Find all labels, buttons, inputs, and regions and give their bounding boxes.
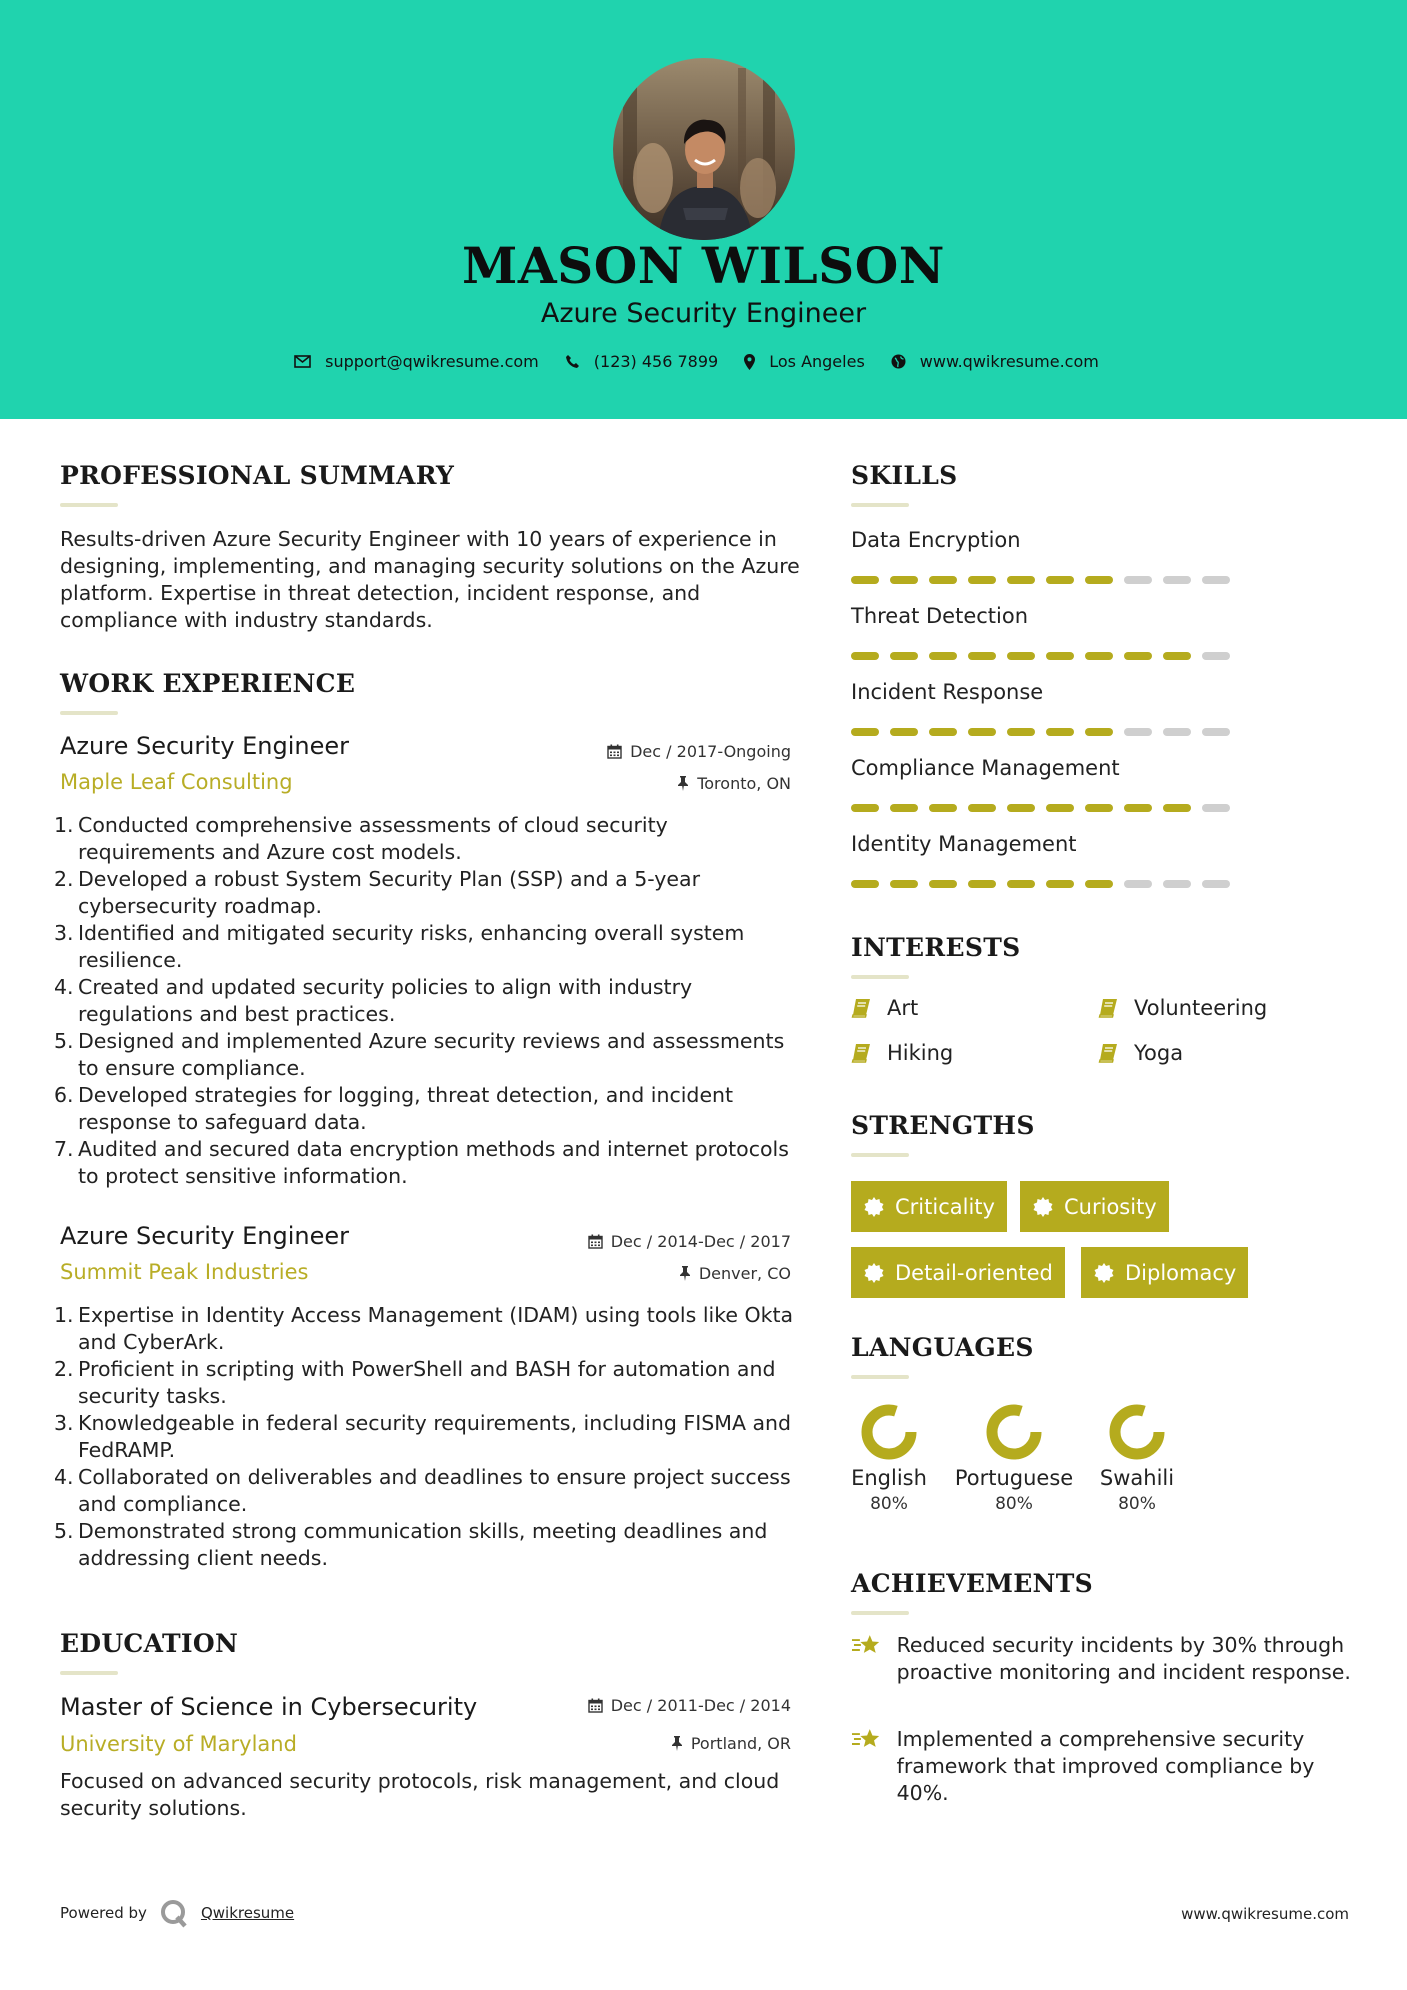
skill-segment-empty [1163,880,1191,888]
skill-segment-filled [929,728,957,736]
skill-segment-filled [1046,880,1074,888]
education-text: Focused on advanced security protocols, risk management, and cloud security solutions. [60,1769,780,1820]
skill-segment-filled [1007,728,1035,736]
item-text: Identified and mitigated security risks, enhancing overall system resilience. [78,921,745,972]
skill-segment-empty [1202,804,1230,812]
skill-segment-filled [851,652,879,660]
skill-segment-empty [1163,728,1191,736]
contact-location [744,352,865,371]
summary-text: Results-driven Azure Security Engineer with 10 years of experience in designing, implementing, and managing security solutions on the Azure platform. Expertise in threat detection, incident response, and compliance with industry standards. [60,527,800,632]
item-text: Knowledgeable in federal security requirements, including FISMA and FedRAMP. [78,1411,792,1462]
candidate-title: Azure Security Engineer [540,298,867,329]
skill-segment-filled [929,576,957,584]
skill-segment-filled [968,804,996,812]
item-number: 1. [54,813,74,837]
item-number: 1. [54,1303,74,1327]
skill-label: Identity Management [851,832,1077,856]
experience-underline [60,711,118,715]
language-name: Portuguese [954,1466,1074,1490]
interest-label: Hiking [887,1041,954,1065]
item-number: 3. [54,921,74,945]
map-pin-icon [744,354,755,370]
skill-segment-filled [1007,576,1035,584]
interest-item [851,1041,953,1065]
skill-segment-filled [1046,728,1074,736]
interest-label: Yoga [1134,1041,1184,1065]
footer-website[interactable]: www.qwikresume.com [1181,1905,1349,1923]
language-ring-wrap [952,1402,1076,1462]
header-banner [0,0,1407,419]
strengths-heading: STRENGTHS [851,1111,1035,1140]
language-item [1075,1402,1199,1514]
skill-segment-filled [1007,804,1035,812]
strength-label: Criticality [895,1194,995,1219]
job-title: Azure Security Engineer [60,1222,350,1250]
languages-heading: LANGUAGES [851,1333,1034,1362]
candidate-name: MASON WILSON [462,236,945,295]
strength-badge [851,1247,1065,1298]
responsibility-item [54,1464,800,1518]
phone-text: (123) 456 7899 [593,352,719,371]
skill-segment-empty [1124,728,1152,736]
skill-segment-filled [1085,652,1113,660]
job-dates-text: Dec / 2014-Dec / 2017 [610,1232,791,1251]
skill-segment-filled [1046,576,1074,584]
skill-label: Compliance Management [851,756,1120,780]
education-location-text: Portland, OR [690,1734,791,1753]
skill-segment-empty [1163,576,1191,584]
shooting-star-icon [851,1726,883,1754]
education-location [671,1734,791,1753]
responsibility-item [54,974,800,1028]
skill-segment-filled [1163,804,1191,812]
skill-segment-filled [929,880,957,888]
email-text: support@qwikresume.com [325,352,539,371]
language-name: English [851,1466,927,1490]
language-item [827,1402,951,1514]
strength-label: Diplomacy [1125,1260,1237,1285]
item-number: 4. [54,975,74,999]
responsibility-item [54,1302,800,1356]
languages-underline [851,1375,909,1379]
skill-segment-filled [890,880,918,888]
item-text: Expertise in Identity Access Management (IDAM) using tools like Okta and CyberArk. [78,1303,794,1354]
pushpin-icon [679,1266,691,1281]
responsibility-item [54,1356,800,1410]
skill-segment-filled [968,576,996,584]
item-number: 7. [54,1137,74,1161]
education-underline [60,1671,118,1675]
skill-segment-filled [968,652,996,660]
skill-segment-filled [968,728,996,736]
responsibility-item [54,1082,800,1136]
book-icon [1098,998,1118,1018]
responsibility-item [54,1028,800,1082]
school-name: University of Maryland [60,1732,297,1756]
language-percent: 80% [870,1494,908,1514]
skill-segment-filled [1046,804,1074,812]
interest-item [851,996,918,1020]
qwikresume-link[interactable]: Qwikresume [200,1904,295,1922]
skill-segment-filled [1046,652,1074,660]
phone-icon [565,354,580,369]
job-responsibilities [54,812,800,1190]
skill-segment-filled [1124,652,1152,660]
badge-icon [1093,1262,1115,1284]
job-dates [588,1232,791,1251]
item-text: Collaborated on deliverables and deadlines to ensure project success and compliance. [78,1465,791,1516]
company-name: Maple Leaf Consulting [60,770,293,794]
skill-level-bar [851,652,1230,660]
strength-label: Detail-oriented [895,1260,1053,1285]
globe-icon [891,354,906,369]
education-dates-text: Dec / 2011-Dec / 2014 [610,1696,791,1715]
skill-level-bar [851,576,1230,584]
book-icon [851,998,871,1018]
skill-segment-filled [968,880,996,888]
skill-segment-filled [1085,728,1113,736]
skill-segment-filled [929,652,957,660]
job-title: Azure Security Engineer [60,732,350,760]
badge-icon [863,1196,885,1218]
job-dates [607,742,791,761]
strength-badge [1020,1181,1169,1232]
item-number: 6. [54,1083,74,1107]
skill-label: Data Encryption [851,528,1021,552]
contact-email[interactable] [294,352,539,371]
skill-segment-empty [1124,880,1152,888]
badge-icon [863,1262,885,1284]
language-ring [984,1402,1044,1462]
education-dates [588,1696,791,1715]
responsibility-item [54,866,800,920]
item-text: Conducted comprehensive assessments of cloud security requirements and Azure cost models. [78,813,668,864]
language-ring [1107,1402,1167,1462]
skill-segment-empty [1202,880,1230,888]
skill-segment-empty [1124,576,1152,584]
skill-segment-filled [929,804,957,812]
location-text: Los Angeles [769,352,865,371]
language-name: Swahili [1099,1466,1175,1490]
company-name: Summit Peak Industries [60,1260,309,1284]
skill-segment-empty [1202,576,1230,584]
item-text: Developed strategies for logging, threat detection, and incident response to safeguard data. [78,1083,734,1134]
skill-segment-filled [851,728,879,736]
envelope-icon [294,355,311,368]
item-text: Demonstrated strong communication skills, meeting deadlines and addressing client needs. [78,1519,768,1570]
item-text: Audited and secured data encryption methods and internet protocols to protect sensitive information. [78,1137,789,1188]
item-text: Designed and implemented Azure security reviews and assessments to ensure compliance. [78,1029,785,1080]
profile-photo [613,58,795,240]
interests-heading: INTERESTS [851,933,1021,962]
job-location-text: Toronto, ON [697,774,791,793]
skill-segment-filled [1085,880,1113,888]
skill-segment-filled [890,652,918,660]
pushpin-icon [677,776,689,791]
footer-powered [60,1898,294,1928]
item-number: 3. [54,1411,74,1435]
skill-segment-filled [890,804,918,812]
skill-segment-filled [1124,804,1152,812]
skill-segment-filled [890,576,918,584]
calendar-icon [588,1698,603,1713]
book-icon [1098,1043,1118,1063]
achievements-underline [851,1611,909,1615]
interests-underline [851,975,909,979]
achievement-text: Reduced security incidents by 30% through proactive monitoring and incident response. [896,1633,1351,1684]
skill-label: Incident Response [851,680,1044,704]
interest-item [1098,996,1267,1020]
book-icon [851,1043,871,1063]
interest-label: Art [887,996,919,1020]
item-text: Developed a robust System Security Plan (SSP) and a 5-year cybersecurity roadmap. [78,867,701,918]
skill-segment-filled [1163,652,1191,660]
experience-heading: WORK EXPERIENCE [60,669,356,698]
calendar-icon [607,744,622,759]
skill-segment-filled [890,728,918,736]
strength-badge [1081,1247,1248,1298]
skill-level-bar [851,728,1230,736]
item-number: 2. [54,867,74,891]
responsibility-item [54,1518,800,1572]
achievement-item [851,1726,1351,1807]
interest-item [1098,1041,1183,1065]
achievement-item [851,1632,1351,1686]
avatar [613,58,795,240]
responsibility-item [54,920,800,974]
skill-segment-empty [1202,652,1230,660]
language-item [952,1402,1076,1514]
website-text: www.qwikresume.com [919,352,1099,371]
item-number: 5. [54,1519,74,1543]
skill-segment-filled [1007,652,1035,660]
summary-underline [60,503,118,507]
responsibility-item [54,1410,800,1464]
item-number: 5. [54,1029,74,1053]
item-number: 2. [54,1357,74,1381]
skill-segment-filled [1085,804,1113,812]
job-location-text: Denver, CO [698,1264,791,1283]
education-heading: EDUCATION [60,1629,239,1658]
strength-badge [851,1181,1007,1232]
achievement-text: Implemented a comprehensive security framework that improved compliance by 40%. [896,1727,1315,1805]
badge-icon [1032,1196,1054,1218]
responsibility-item [54,1136,800,1190]
contact-bar [0,352,1407,371]
skill-segment-filled [1007,880,1035,888]
skill-label: Threat Detection [851,604,1029,628]
language-ring-wrap [1075,1402,1199,1462]
job-location [677,774,791,793]
language-percent: 80% [995,1494,1033,1514]
job-location [679,1264,791,1283]
job-dates-text: Dec / 2017-Ongoing [630,742,791,761]
item-text: Created and updated security policies to align with industry regulations and best practices. [78,975,693,1026]
job-responsibilities [54,1302,800,1572]
skill-segment-filled [851,880,879,888]
summary-heading: PROFESSIONAL SUMMARY [60,461,455,490]
skill-level-bar [851,880,1230,888]
skills-heading: SKILLS [851,461,958,490]
responsibility-item [54,812,800,866]
shooting-star-icon [851,1632,883,1660]
qwikresume-logo-icon [159,1898,189,1928]
skill-level-bar [851,804,1230,812]
skill-segment-filled [851,804,879,812]
skill-segment-filled [1085,576,1113,584]
skill-segment-filled [851,576,879,584]
item-text: Proficient in scripting with PowerShell and BASH for automation and security tasks. [78,1357,776,1408]
degree-title: Master of Science in Cybersecurity [60,1693,478,1721]
strength-label: Curiosity [1064,1194,1157,1219]
interest-label: Volunteering [1134,996,1268,1020]
language-percent: 80% [1118,1494,1156,1514]
strengths-underline [851,1153,909,1157]
powered-by-text: Powered by [60,1904,147,1922]
calendar-icon [588,1234,603,1249]
pushpin-icon [671,1736,683,1751]
language-ring-wrap [827,1402,951,1462]
skill-segment-empty [1202,728,1230,736]
language-ring [859,1402,919,1462]
skills-underline [851,503,909,507]
achievements-heading: ACHIEVEMENTS [851,1569,1093,1598]
item-number: 4. [54,1465,74,1489]
contact-phone[interactable] [565,352,718,371]
contact-website[interactable] [891,352,1099,371]
